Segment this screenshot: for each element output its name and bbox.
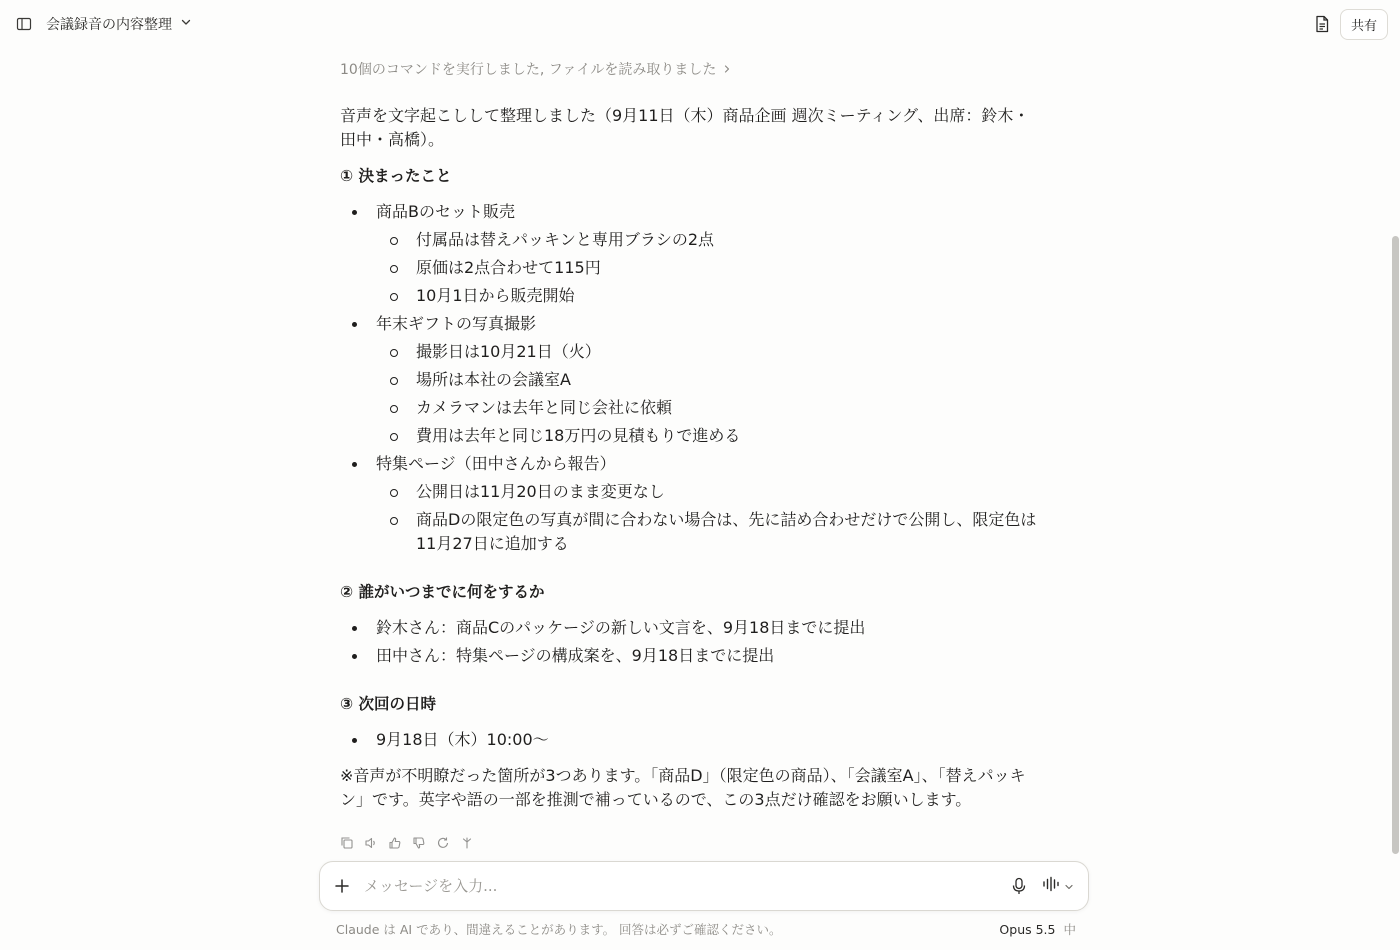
sub-list-item: カメラマンは去年と同じ会社に依頼 [376,396,1040,420]
intro-paragraph: 音声を文字起こしして整理しました（9月11日（木）商品企画 週次ミーティング、出席：鈴木・田中・高橋）。 [340,106,1030,149]
model-selector[interactable] [999,920,1076,938]
section-heading-action-items: ② 誰がいつまでに何をするか [340,583,545,601]
effort-level: 中 [1063,922,1076,937]
voice-mode-button[interactable] [1042,876,1074,896]
list-item-label: 商品Bのセット販売 [376,202,515,221]
chevron-down-icon [180,16,192,32]
share-button[interactable]: 共有 [1340,9,1388,40]
tool-summary-text: 10個のコマンドを実行しました, ファイルを読み取りました [340,62,717,78]
sub-list-item: 費用は去年と同じ18万円の見積もりで進める [376,424,1040,448]
message-input[interactable] [364,877,1012,895]
decisions-list [340,200,1040,556]
sub-list [376,228,1040,308]
sub-list-item: 付属品は替えパッキンと専用ブラシの2点 [376,228,1040,252]
list-item: 田中さん：特集ページの構成案を、9月18日までに提出 [340,644,1040,668]
scrollbar-thumb[interactable] [1392,236,1399,854]
top-bar-right [1314,9,1388,40]
list-item-label: 特集ページ（田中さんから報告） [376,454,616,473]
model-name: Opus 5.5 [999,921,1056,937]
footer [336,920,1076,938]
chevron-right-icon [722,58,732,82]
chevron-down-icon [1064,877,1074,896]
thumbs-down-icon[interactable] [412,836,426,850]
section-heading-next-meeting: ③ 次回の日時 [340,695,437,713]
list-item [340,452,1040,556]
sub-list-item: 商品Dの限定色の写真が間に合わない場合は、先に詰め合わせだけで公開し、限定色は11月27日に追加する [376,508,1040,556]
conversation-title: 会議録音の内容整理 [46,17,172,33]
section-spacer [340,680,1040,692]
sub-list-item: 場所は本社の会議室A [376,368,1040,392]
branch-icon[interactable] [460,836,474,850]
plus-icon[interactable] [334,878,350,894]
microphone-icon[interactable] [1012,877,1026,895]
copy-icon[interactable] [340,836,354,850]
list-item: 9月18日（木）10:00〜 [340,728,1040,752]
speaker-icon[interactable] [364,836,378,850]
message-actions [340,836,474,850]
disclaimer-text: Claude は AI であり、間違えることがあります。 回答は必ずご確認ください。 [336,922,782,937]
list-item-label: 年末ギフトの写真撮影 [376,314,537,333]
assistant-message [340,58,1040,812]
section-heading-decisions: ① 決まったこと [340,167,452,185]
top-bar [0,0,1400,48]
document-icon[interactable] [1314,15,1330,33]
voice-mode-icon [1042,876,1060,896]
top-bar-left [16,10,198,38]
list-item: 鈴木さん：商品Cのパッケージの新しい文言を、9月18日までに提出 [340,616,1040,640]
next-meeting-list [340,728,1040,752]
sub-list [376,480,1040,556]
action-items-list [340,616,1040,668]
conversation-title-dropdown[interactable] [40,10,198,38]
message-composer [319,861,1089,911]
sub-list-item: 10月1日から販売開始 [376,284,1040,308]
sub-list [376,340,1040,448]
section-spacer [340,568,1040,580]
list-item [340,200,1040,308]
thumbs-up-icon[interactable] [388,836,402,850]
note-paragraph: ※音声が不明瞭だった箇所が3つあります。「商品D」（限定色の商品）、「会議室A」、「替えパッキン」です。英字や語の一部を推測で補っているので、この3点だけ確認をお願いします。 [340,766,1026,809]
sub-list-item: 公開日は11月20日のまま変更なし [376,480,1040,504]
list-item [340,312,1040,448]
composer-controls [1012,876,1074,896]
tool-activity-summary[interactable] [340,58,1040,82]
sub-list-item: 撮影日は10月21日（火） [376,340,1040,364]
sub-list-item: 原価は2点合わせて115円 [376,256,1040,280]
sidebar-toggle-icon[interactable] [16,16,32,32]
retry-icon[interactable] [436,836,450,850]
